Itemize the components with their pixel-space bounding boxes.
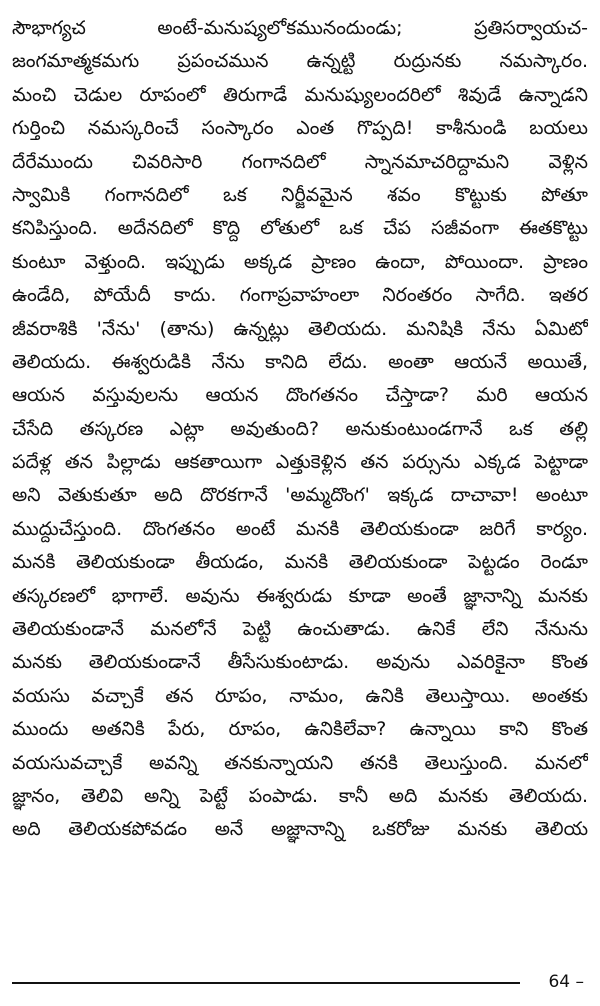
text-line-18: తస్కరణలో భాగాలే. అవును ఈశ్వరుడు కూడా అంతే జ్ఞానాన్ని మనకు — [12, 584, 588, 607]
text-line-25: అది తెలియకపోవడం అనే అజ్ఞానాన్ని ఒకరోజు మనకు తెలియ — [12, 818, 588, 841]
text-line-6: స్వామికి గంగానదిలో ఒక నిర్జీవమైన శవం కొట్టుకు పోతూ — [12, 183, 588, 206]
text-line-7: కనిపిస్తుంది. అదేనదిలో కొద్ది లోతులో ఒక చేప సజీవంగా ఈతకొట్టు — [12, 217, 588, 240]
text-line-15: అని వెతుకుతూ అది దొరకగానే 'అమ్మదొంగ' ఇక్కడ దాచావా! అంటూ — [12, 484, 588, 507]
text-line-5: దేరేముందు చివరిసారి గంగానదిలో స్నానమాచరిద్దామని వెళ్లిన — [12, 150, 588, 173]
text-line-23: వయసువచ్చాకే అవన్ని తనకున్నాయని తనకి తెలుస్తుంది. మనలో — [12, 751, 588, 774]
text-line-20: మనకు తెలియకుండానే తీసేసుకుంటాడు. అవును ఎవరికైనా కొంత — [12, 651, 588, 674]
text-line-24: జ్ఞానం, తెలివి అన్ని పెట్టే పంపాడు. కానీ అది మనకు తెలియదు. — [12, 784, 588, 807]
text-line-12: ఆయన వస్తువులను ఆయన దొంగతనం చేస్తాడా? మరి ఆయన — [12, 384, 588, 407]
text-line-14: పదేళ్ల తన పిల్లాడు ఆకతాయిగా ఎత్తుకెళ్లిన తన పర్సును ఎక్కడ పెట్టాడా — [12, 451, 588, 474]
text-line-10: జీవరాశికి 'నేను' (తాను) ఉన్నట్లు తెలియదు. మనిషికి నేను ఏమిటో — [12, 317, 588, 340]
text-line-22: ముందు అతనికి పేరు, రూపం, ఉనికిలేవా? ఉన్నాయి కాని కొంత — [12, 718, 588, 741]
text-line-8: కుంటూ వెళ్తుంది. ఇప్పుడు అక్కడ ప్రాణం ఉందా, పోయిందా. ప్రాణం — [12, 250, 588, 273]
text-line-11: తెలియదు. ఈశ్వరుడికి నేను కానిది లేదు. అంతా ఆయనే అయితే, — [12, 350, 588, 373]
text-line-9: ఉండేది, పోయేదీ కాదు. గంగాప్రవాహంలా నిరంతరం సాగేది. ఇతర — [12, 284, 588, 307]
text-line-1: సౌభాగ్యచ అంటే-మనుష్యలోకమునందుండు; ప్రతిసర్వాయచ- — [12, 17, 588, 39]
page-footer — [12, 969, 588, 995]
text-line-19: తెలియకుండానే మనలోనే పెట్టి ఉంచుతాడు. ఉనికే లేని నేనును — [12, 618, 588, 641]
page-number: 64 – — [548, 972, 584, 992]
text-line-13: చేసేది తస్కరణ ఎట్లా అవుతుంది? అనుకుంటుండగానే ఒక తల్లి — [12, 417, 588, 440]
text-line-4: గుర్తించి నమస్కరించే సంస్కారం ఎంత గొప్పది! కాశీనుండి బయలు — [12, 117, 588, 140]
text-line-17: మనకి తెలియకుండా తీయడం, మనకి తెలియకుండా పెట్టడం రెండూ — [12, 551, 588, 574]
footer-rule — [12, 982, 520, 984]
text-line-2: జంగమాత్మకమగు ప్రపంచమున ఉన్నట్టి రుద్రునకు నమస్కారం. — [12, 50, 588, 73]
text-line-16: ముద్దుచేస్తుంది. దొంగతనం అంటే మనకి తెలియకుండా జరిగే కార్యం. — [12, 517, 588, 540]
text-line-21: వయసు వచ్చాకే తన రూపం, నామం, ఉనికి తెలుస్తాయి. అంతకు — [12, 684, 588, 707]
body-text — [12, 12, 588, 847]
text-line-3: మంచి చెడుల రూపంలో తిరుగాడే మనుష్యులందరిలో శివుడే ఉన్నాడని — [12, 83, 588, 106]
